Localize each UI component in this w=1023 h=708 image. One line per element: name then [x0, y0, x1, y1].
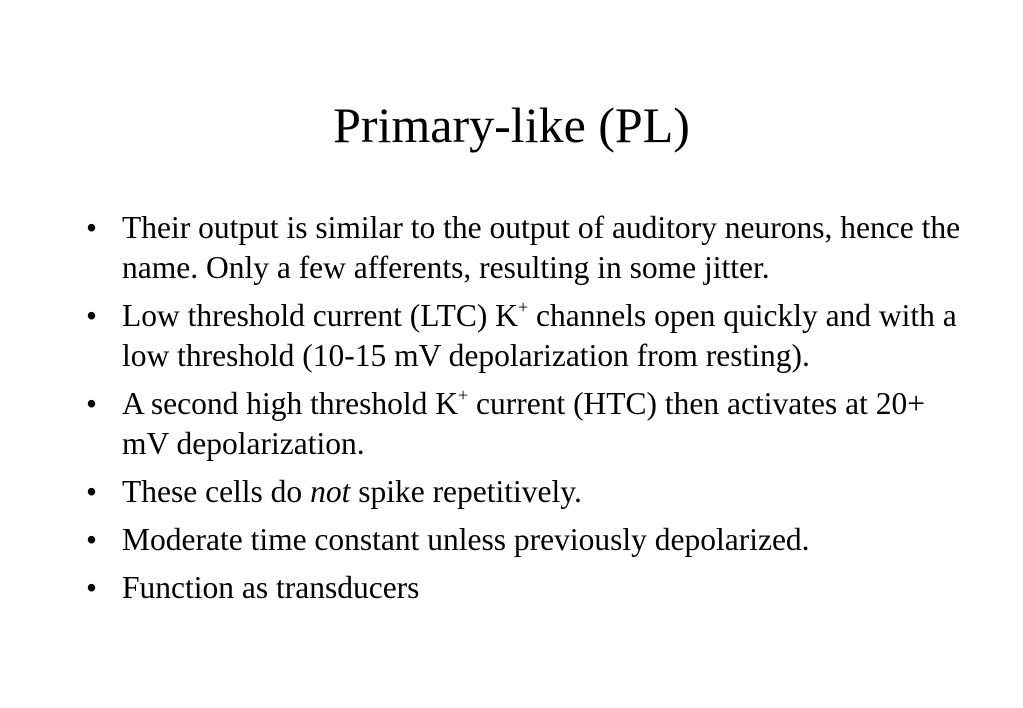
bullet-icon: •	[86, 386, 98, 421]
list-item	[86, 568, 966, 608]
superscript: +	[518, 296, 529, 317]
list-item	[86, 296, 966, 376]
bullet-text-part: spike repetitively.	[350, 474, 582, 509]
bullet-text	[122, 474, 582, 509]
bullet-text: Their output is similar to the output of auditory neurons, hence the name. Only a few afferents, resulting in some jitter.	[122, 210, 961, 285]
bullet-icon: •	[86, 570, 98, 605]
bullet-text	[122, 386, 925, 461]
list-item	[86, 472, 966, 512]
bullet-text: Moderate time constant unless previously depolarized.	[122, 522, 810, 557]
slide-title: Primary-like (PL)	[333, 97, 690, 153]
bullet-icon: •	[86, 474, 98, 509]
emphasis-text: not	[310, 474, 351, 509]
list-item	[86, 520, 966, 560]
bullet-icon: •	[86, 210, 98, 245]
bullet-icon: •	[86, 298, 98, 333]
list-item	[86, 208, 966, 288]
bullet-text-part: Low threshold current (LTC) K	[122, 298, 518, 333]
bullet-text-part: current (HTC) then activates at 20+ mV depolarization.	[122, 386, 925, 461]
bullet-text-part: channels open quickly and with a low threshold (10-15 mV depolarization from resting).	[122, 298, 957, 373]
superscript: +	[457, 384, 469, 405]
bullet-icon: •	[86, 522, 98, 557]
bullet-text: Function as transducers	[122, 570, 420, 605]
bullet-text-part: These cells do	[122, 474, 311, 509]
list-item	[86, 384, 966, 464]
bullet-text-part: A second high threshold K	[122, 386, 458, 421]
bullet-list	[86, 208, 966, 616]
bullet-text	[122, 298, 957, 373]
